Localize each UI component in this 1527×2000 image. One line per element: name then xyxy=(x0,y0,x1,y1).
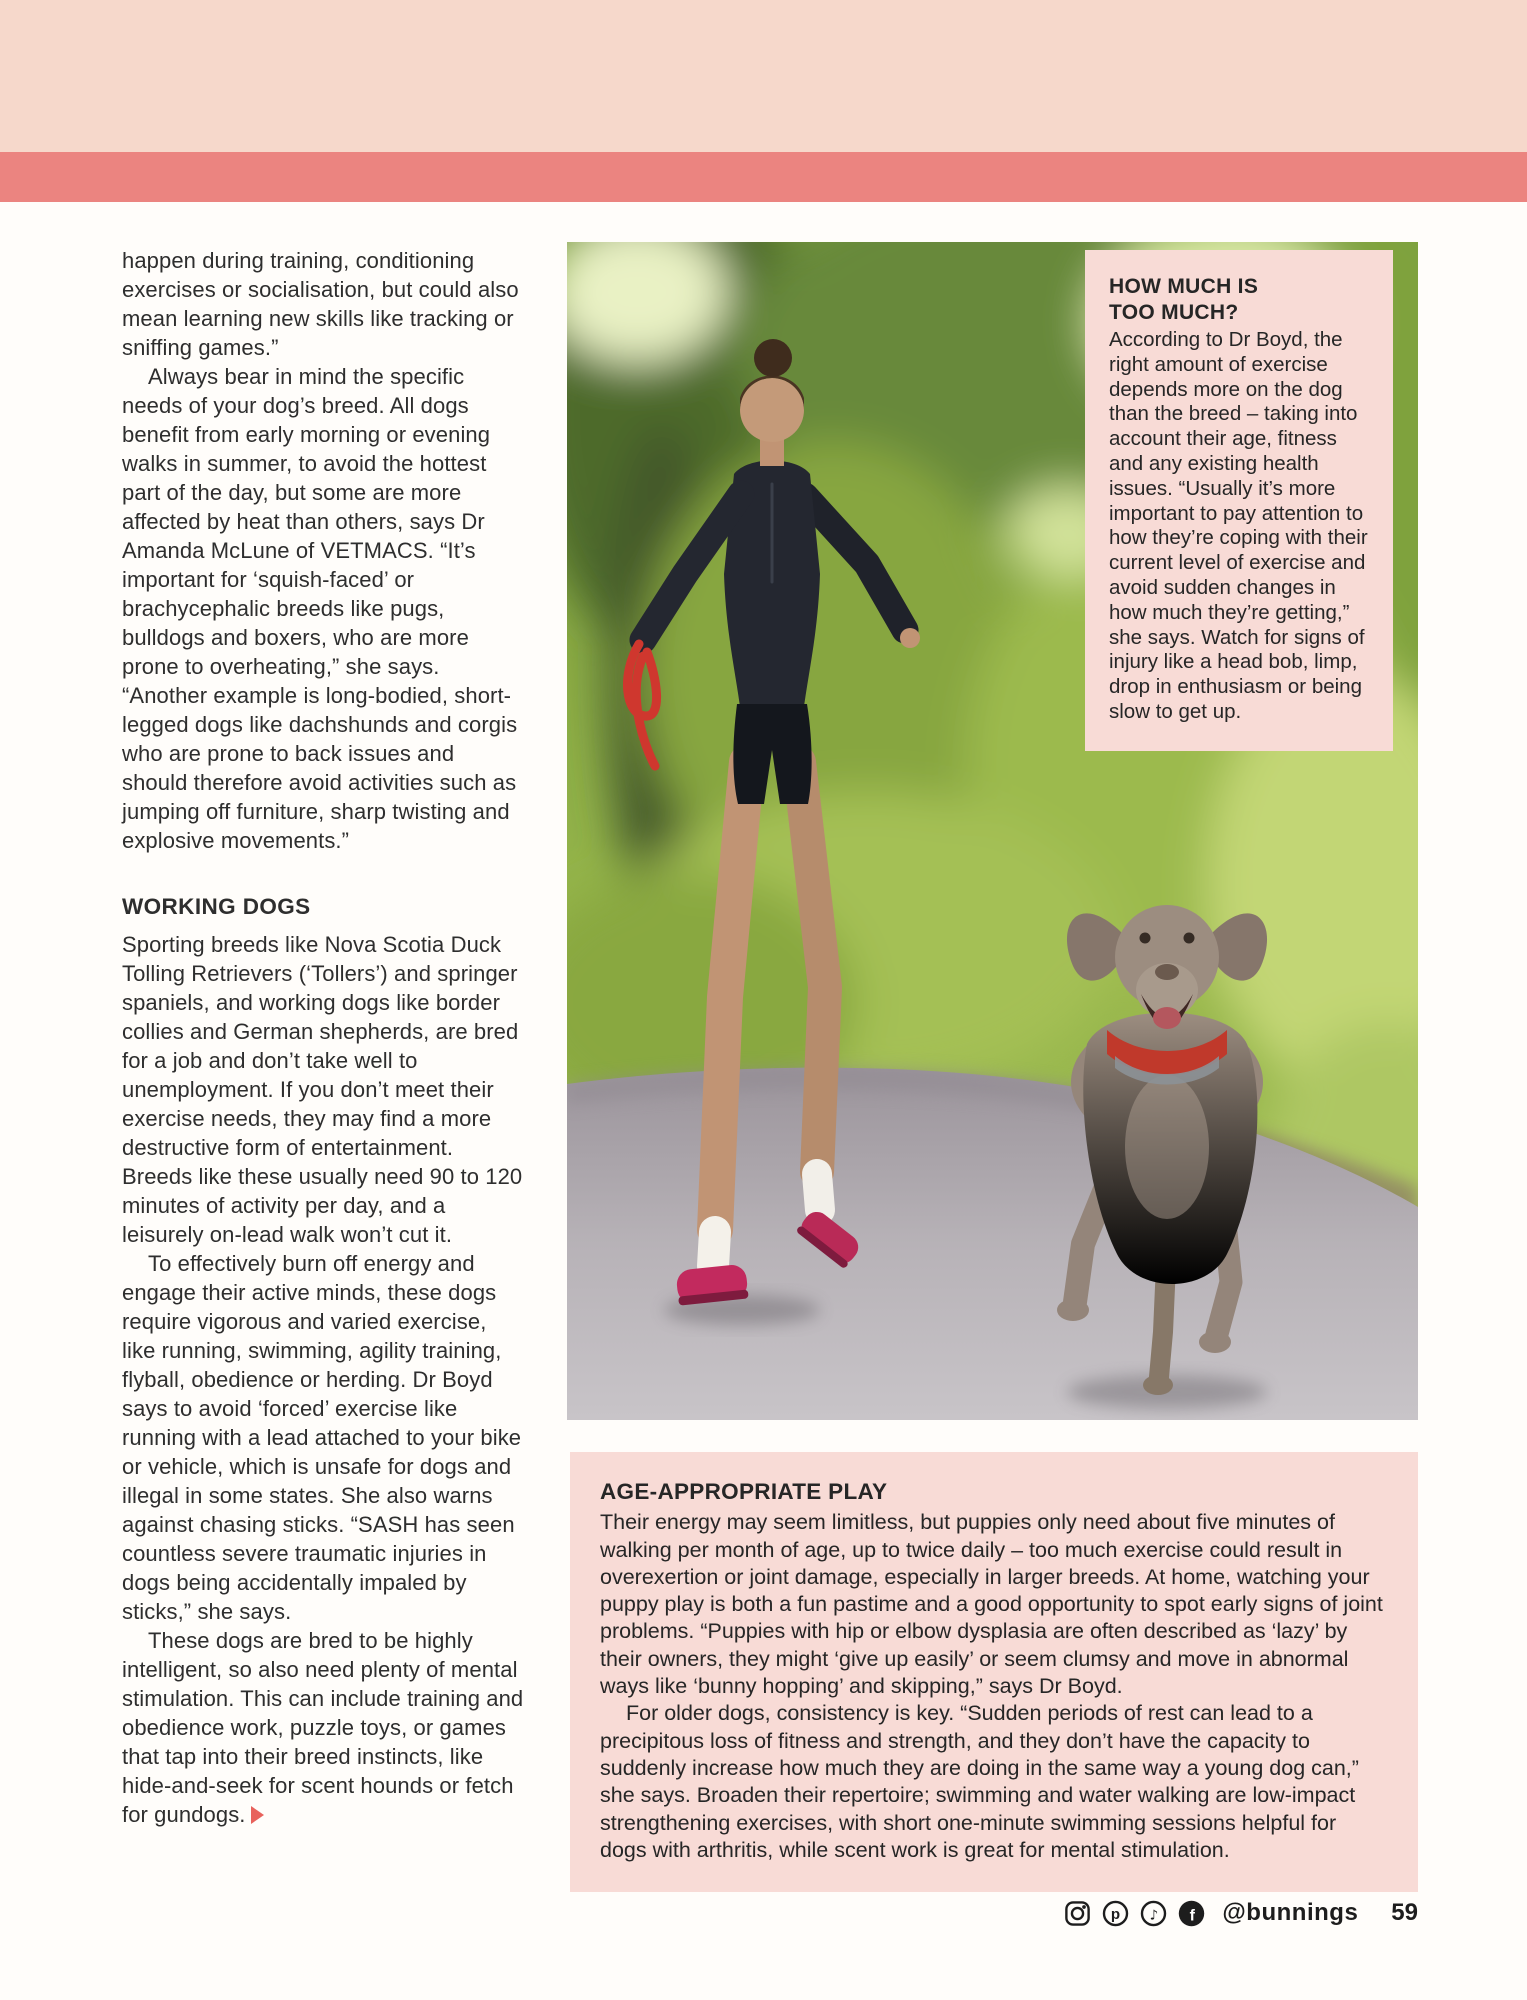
social-handle: @bunnings xyxy=(1222,1899,1359,1926)
paragraph: Sporting breeds like Nova Scotia Duck Tolling Retrievers (‘Tollers’) and springer spaniels, and working dogs like border collies and German shepherds, are bred for a job and don’t take well to unemployment. If you don’t meet their exercise needs, they may find a more destructive form of entertainment. Breeds like these usually need 90 to 120 minutes of activity per day, and a leisurely on-lead walk won’t cut it. xyxy=(122,932,523,1247)
section-heading-working-dogs: WORKING DOGS xyxy=(122,894,311,919)
sidebar-box-heading: HOW MUCH IS TOO MUCH? xyxy=(1109,275,1259,324)
article-end-arrow-icon xyxy=(251,1806,264,1824)
instagram-icon xyxy=(1064,1900,1091,1927)
facebook-icon xyxy=(1178,1900,1205,1927)
svg-text:p: p xyxy=(1111,1905,1121,1923)
svg-text:f: f xyxy=(1190,1906,1196,1924)
body-text-column xyxy=(122,246,524,1829)
bottom-box-paragraph: Their energy may seem limitless, but puppies only need about five minutes of walking per month of age, up to twice daily – too much exercise could result in overexertion or joint damage, especially in larger breeds. At home, watching your puppy play is both a fun pastime and a good opportunity to spot early signs of joint problems. “Puppies with hip or elbow dysplasia are often described as ‘lazy’ by their owners, they might ‘give up easily’ or seem clumsy and move in abnormal ways like ‘bunny hopping’ and skipping,” says Dr Boyd. xyxy=(600,1510,1383,1699)
page-footer xyxy=(1064,1899,1418,1927)
paragraph: happen during training, conditioning exercises or socialisation, but could also mean learning new skills like tracking or sniffing games.” xyxy=(122,248,519,360)
svg-text:♪: ♪ xyxy=(1149,1906,1159,1923)
top-band xyxy=(0,0,1527,152)
paragraph: Always bear in mind the specific needs of your dog’s breed. All dogs benefit from early morning or evening walks in summer, to avoid the hottest part of the day, but some are more affected by heat than others, says Dr Amanda McLune of VETMACS. “It’s important for ‘squish-faced’ or brachycephalic breeds like pugs, bulldogs and boxers, who are more prone to overheating,” she says. “Another example is long-bodied, short-legged dogs like dachshunds and corgis who are prone to back issues and should therefore avoid activities such as jumping off furniture, sharp twisting and explosive movements.” xyxy=(122,364,518,853)
paragraph xyxy=(122,1626,524,1829)
page-number: 59 xyxy=(1391,1899,1418,1926)
accent-band xyxy=(0,152,1527,202)
paragraph-text: These dogs are bred to be highly intelligent, so also need plenty of mental stimulation. This can include training and obedience work, puzzle toys, or games that tap into their breed instincts, like hide-and-seek for scent hounds or fetch for gundogs. xyxy=(122,1628,524,1827)
bottom-info-box xyxy=(570,1452,1418,1892)
pinterest-icon xyxy=(1102,1900,1129,1927)
bottom-box-heading: AGE-APPROPRIATE PLAY xyxy=(600,1479,888,1504)
tiktok-icon xyxy=(1140,1900,1167,1927)
sidebar-box-body: According to Dr Boyd, the right amount of exercise depends more on the dog than the breed – taking into account their age, fitness and any existing health issues. “Usually it’s more important to pay attention to how they’re coping with their current level of exercise and avoid sudden changes in how much they’re getting,” she says. Watch for signs of injury like a head bob, limp, drop in enthusiasm or being slow to get up. xyxy=(1109,328,1368,723)
bottom-box-paragraph: For older dogs, consistency is key. “Sudden periods of rest can lead to a precipitous loss of fitness and strength, and they don’t have the capacity to suddenly increase how much they are doing in the same way a young dog can,” she says. Broaden their repertoire; swimming and water walking are low-impact strengthening exercises, with short one-minute swimming sessions helpful for dogs with arthritis, while scent work is great for mental stimulation. xyxy=(600,1701,1359,1862)
paragraph: To effectively burn off energy and engage their active minds, these dogs require vigorous and varied exercise, like running, swimming, agility training, flyball, obedience or herding. Dr Boyd says to avoid ‘forced’ exercise like running with a lead attached to your bike or vehicle, which is unsafe for dogs and illegal in some states. She also warns against chasing sticks. “SASH has seen countless severe traumatic injuries in dogs being accidentally impaled by sticks,” she says. xyxy=(122,1251,522,1624)
sidebar-info-box xyxy=(1085,250,1393,751)
